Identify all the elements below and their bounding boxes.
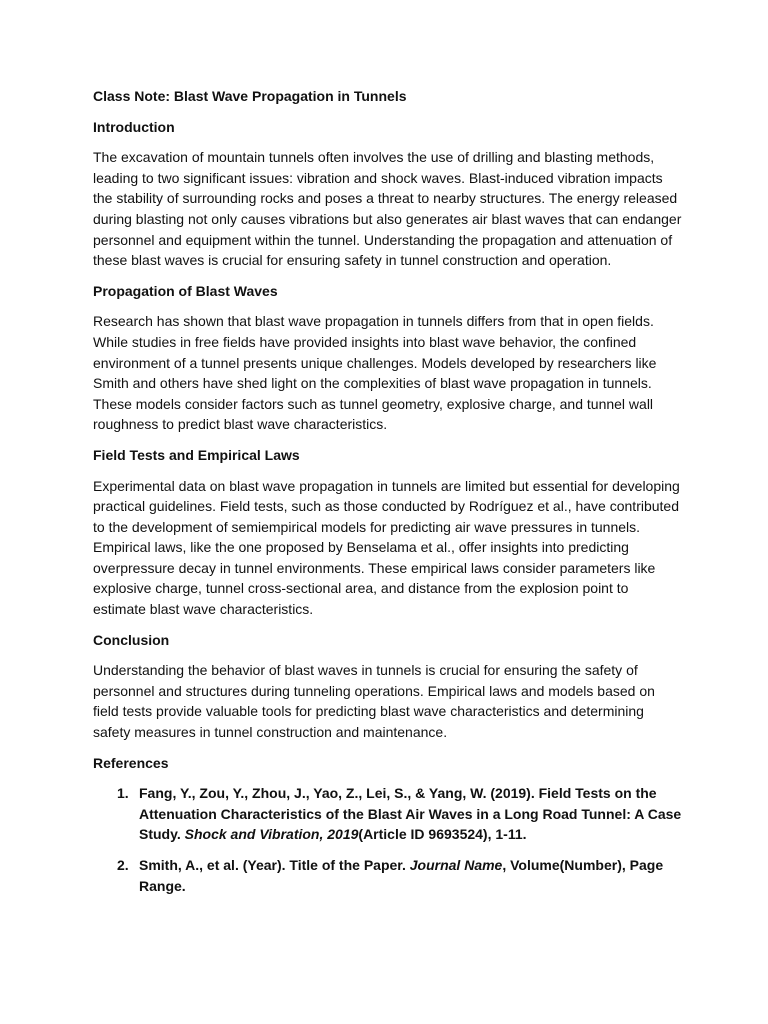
section-heading-field-tests: Field Tests and Empirical Laws (93, 446, 300, 463)
reference-journal: Journal Name (409, 857, 503, 873)
document-page (93, 86, 683, 906)
references-heading: References (93, 754, 169, 771)
reference-item (117, 783, 683, 845)
section-text-introduction: The excavation of mountain tunnels often involves the use of drilling and blasting methods, leading to two significant issues: vibration and shock waves. Blast-induced vibration impacts the stability of surrounding rocks and poses a threat to nearby structures. The energy released during blasting not only causes vibrations but also generates air blast waves that can endanger personnel and equipment within the tunnel. Understanding the propagation and attenuation of these blast waves is crucial for ensuring safety in tunnel construction and operation. (93, 149, 682, 269)
reference-number: 2. (117, 857, 129, 873)
section-heading-conclusion: Conclusion (93, 631, 170, 648)
reference-text: Fang, Y., Zou, Y., Zhou, J., Yao, Z., Lei, S., & Yang, W. (2019). Field Tests on the Attenuation Characteristics of the Blast Air Waves in a Long Road Tunnel: A Case Study. (139, 785, 682, 843)
section-text-propagation: Research has shown that blast wave propagation in tunnels differs from that in open fields. While studies in free fields have provided insights into blast wave behavior, the confined environment of a tunnel presents unique challenges. Models developed by researchers like Smith and others have shed light on the complexities of blast wave propagation in tunnels. These models consider factors such as tunnel geometry, explosive charge, and tunnel wall roughness to predict blast wave characteristics. (93, 313, 657, 433)
reference-text: Smith, A., et al. (Year). Title of the Paper. (139, 857, 410, 873)
document-title: Class Note: Blast Wave Propagation in Tunnels (93, 88, 407, 104)
section-text-conclusion: Understanding the behavior of blast waves in tunnels is crucial for ensuring the safety of personnel and structures during tunneling operations. Empirical laws and models based on field tests provide valuable tools for predicting blast wave characteristics and determining safety measures in tunnel construction and maintenance. (93, 662, 655, 741)
reference-details: , Volume(Number), Page Range. (139, 857, 664, 894)
section-text-field-tests: Experimental data on blast wave propagation in tunnels are limited but essential for developing practical guidelines. Field tests, such as those conducted by Rodríguez et al., have contributed to the development of semiempirical models for predicting air wave pressures in tunnels. Empirical laws, like the one proposed by Benselama et al., offer insights into predicting overpressure decay in tunnel environments. These empirical laws consider parameters like explosive charge, tunnel cross-sectional area, and distance from the explosion point to estimate blast wave characteristics. (93, 477, 680, 618)
section-heading-propagation: Propagation of Blast Waves (93, 282, 278, 299)
reference-details: (Article ID 9693524), 1-11. (358, 826, 527, 843)
reference-item (117, 855, 683, 896)
section-heading-introduction: Introduction (93, 118, 175, 135)
reference-journal: Shock and Vibration, 2019 (184, 826, 359, 843)
references-list (93, 783, 683, 896)
reference-number: 1. (117, 785, 129, 802)
